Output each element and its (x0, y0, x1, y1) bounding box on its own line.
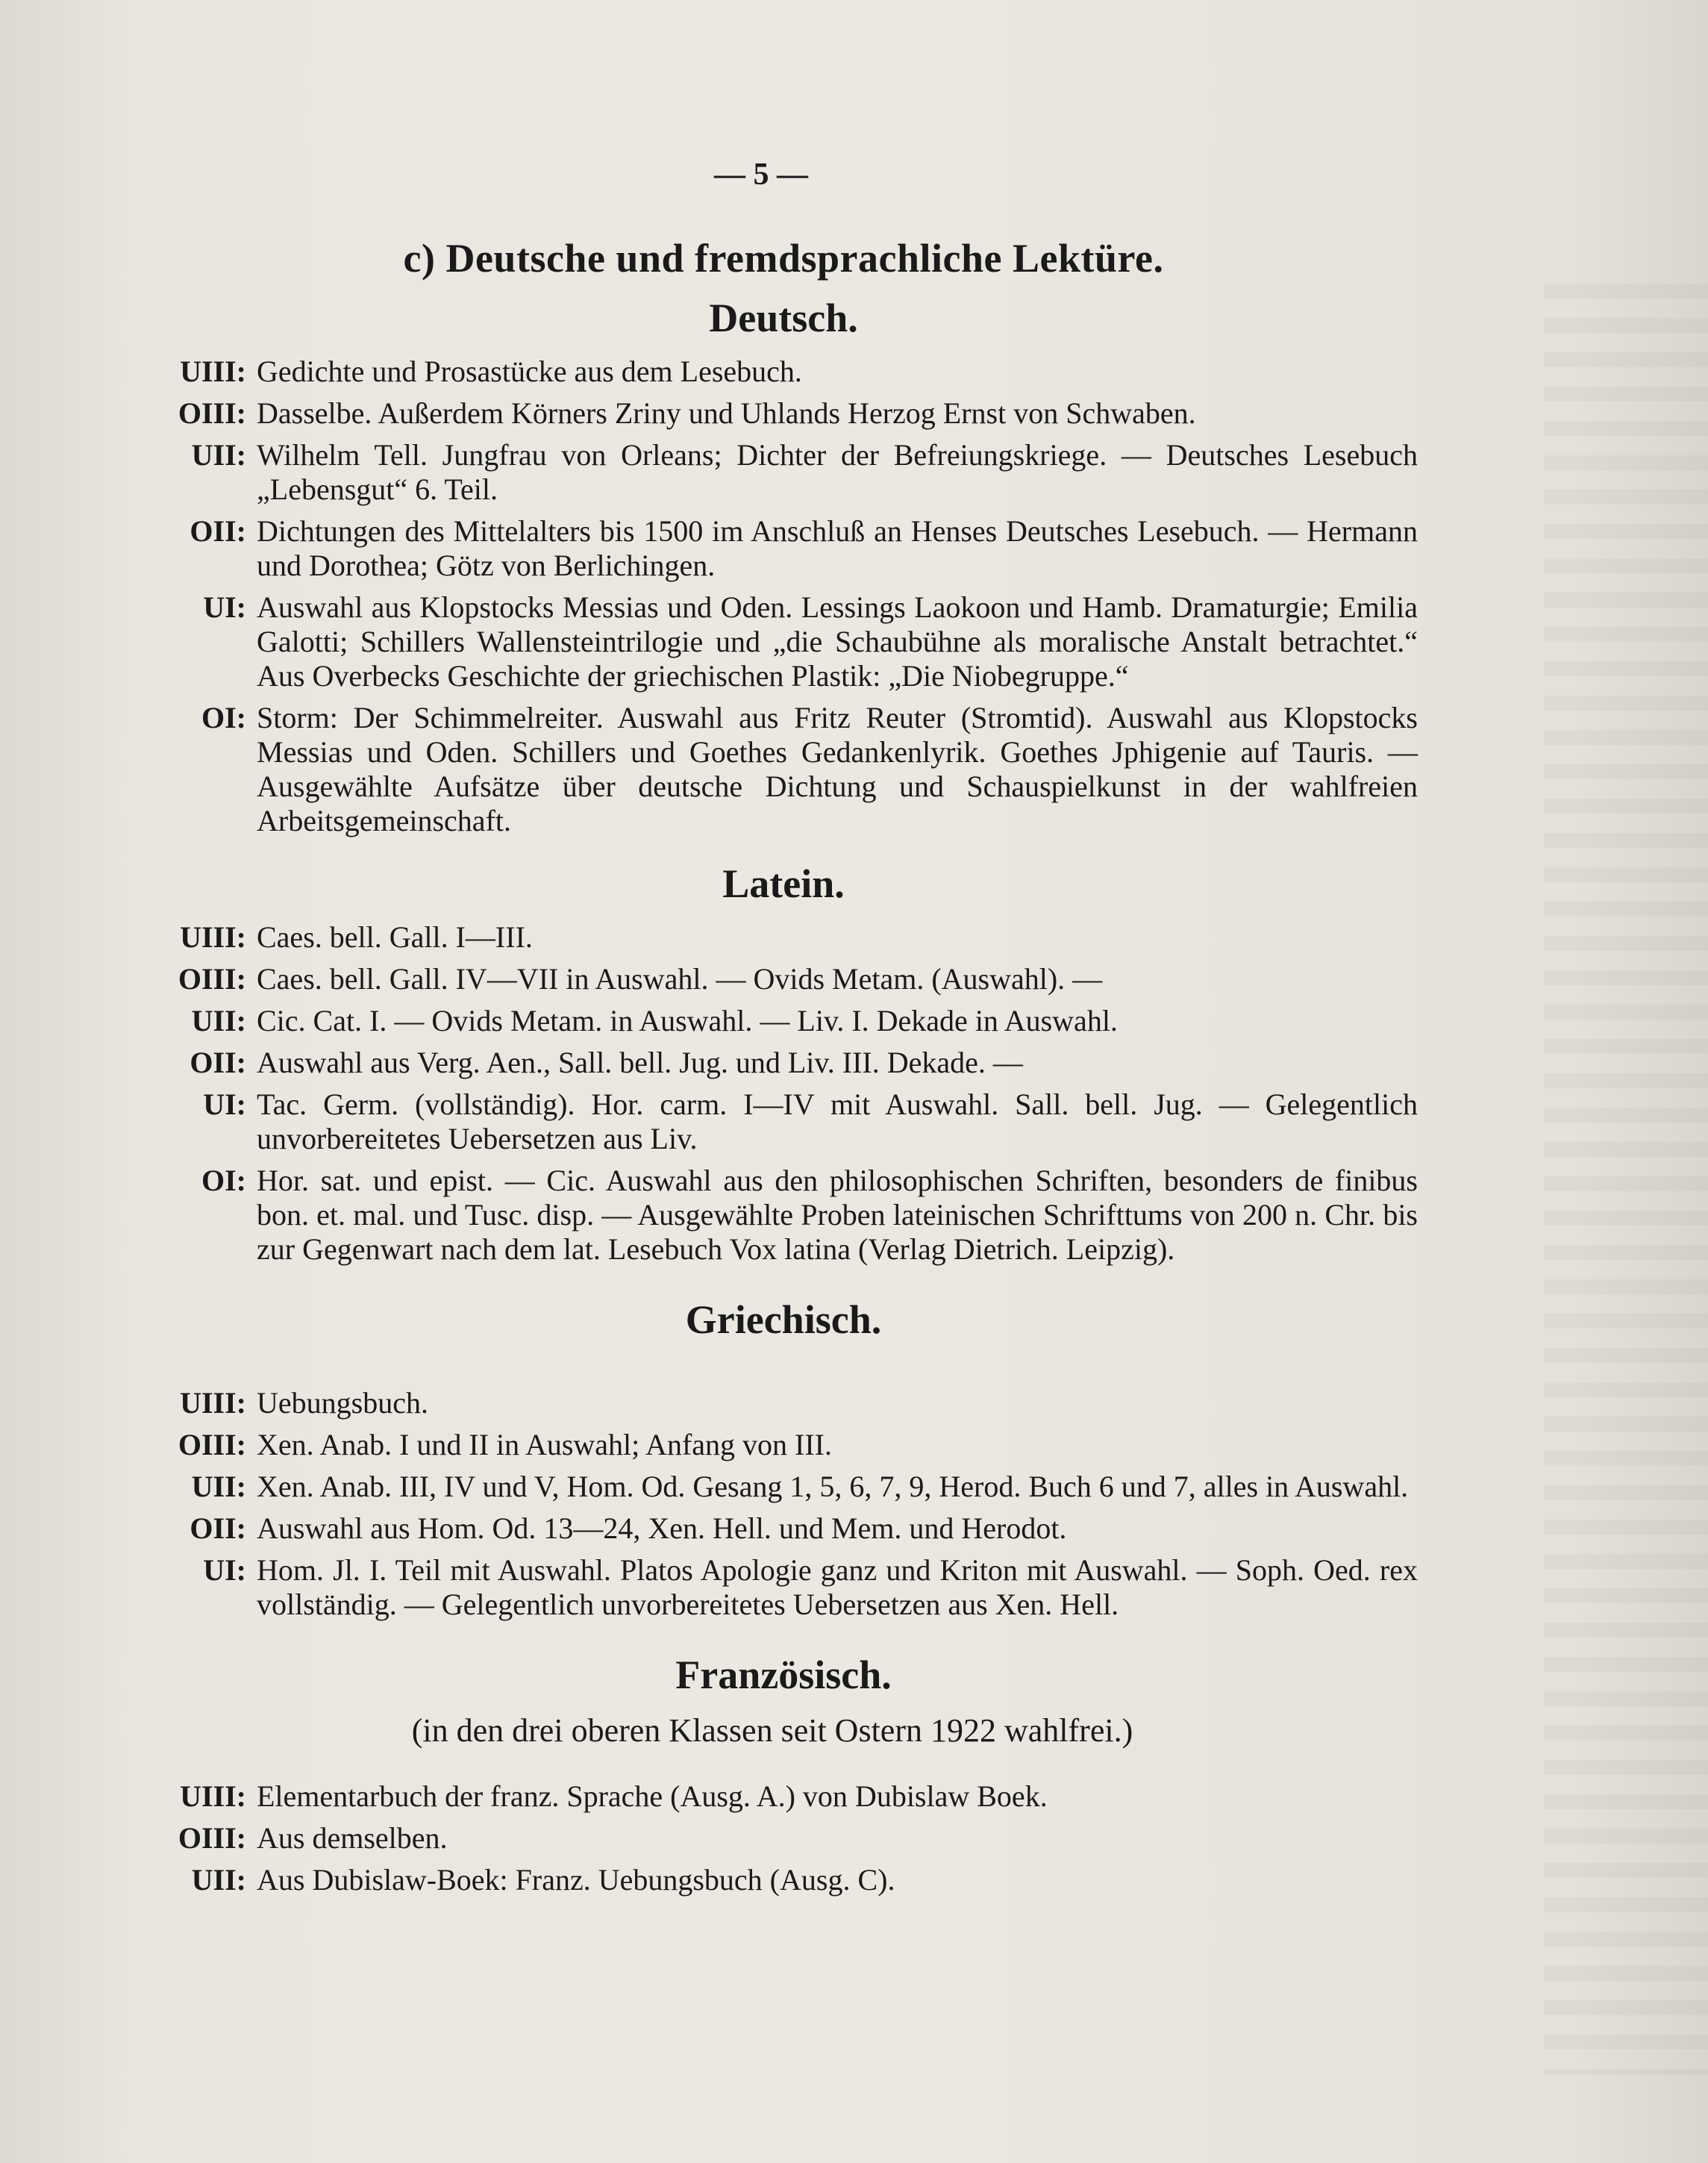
section-title-griechisch: Griechisch. (685, 1297, 882, 1342)
section-latein (149, 920, 1418, 1267)
bleed-through-shadow (1544, 284, 1708, 2075)
list-item (149, 1779, 1418, 1814)
page-content (149, 157, 1418, 1905)
entry-text: Auswahl aus Verg. Aen., Sall. bell. Jug. und Liv. III. Dekade. — (257, 1046, 1023, 1079)
list-item (149, 1553, 1418, 1622)
class-label: UIII: (180, 1386, 246, 1420)
main-heading: c) Deutsche und fremdsprachliche Lektüre. (403, 236, 1164, 281)
list-item (149, 1004, 1418, 1038)
entry-text: Wilhelm Tell. Jungfrau von Orleans; Dichter der Befreiungskriege. — Deutsches Lesebuch „Lebensgut“ 6. Teil. (257, 438, 1418, 506)
entry-text: Xen. Anab. I und II in Auswahl; Anfang von III. (257, 1428, 832, 1461)
class-label: UIII: (180, 1779, 246, 1813)
list-item (149, 514, 1418, 583)
list-item (149, 438, 1418, 507)
entry-text: Uebungsbuch. (257, 1386, 428, 1420)
list-item (149, 590, 1418, 693)
entry-text: Caes. bell. Gall. I—III. (257, 920, 533, 954)
section-deutsch (149, 355, 1418, 838)
page-number: — 5 — (714, 157, 808, 192)
class-label: OII: (190, 1511, 246, 1545)
entry-text: Elementarbuch der franz. Sprache (Ausg. A.) von Dubislaw Boek. (257, 1779, 1048, 1813)
list-item (149, 1386, 1418, 1420)
entry-text: Dichtungen des Mittelalters bis 1500 im Anschluß an Henses Deutsches Lesebuch. — Hermann und Dorothea; Götz von Berlichingen. (257, 514, 1418, 582)
section-title-deutsch: Deutsch. (709, 296, 858, 340)
list-item (149, 1428, 1418, 1462)
list-item (149, 396, 1418, 431)
class-label: OIII: (178, 1821, 246, 1855)
list-item (149, 1821, 1418, 1855)
spacer (149, 1356, 1418, 1386)
entry-text: Dasselbe. Außerdem Körners Zriny und Uhlands Herzog Ernst von Schwaben. (257, 396, 1196, 430)
list-item (149, 1470, 1418, 1504)
list-item (149, 1087, 1418, 1156)
entry-text: Storm: Der Schimmelreiter. Auswahl aus Fritz Reuter (Stromtid). Auswahl aus Klopstocks Messias und Oden. Schillers und Goethes Gedankenlyrik. Goethes Jphigenie auf Tauris. — Ausgewählte Aufsätze über deutsche Dichtung und Schauspielkunst in der wahlfreien Arbeitsgemeinschaft. (257, 701, 1418, 837)
list-item (149, 1511, 1418, 1546)
class-label: UII: (191, 1863, 246, 1897)
class-label: OI: (201, 701, 246, 734)
entry-text: Tac. Germ. (vollständig). Hor. carm. I—IV mit Auswahl. Sall. bell. Jug. — Gelegentlich unvorbereitetes Uebersetzen aus Liv. (257, 1087, 1418, 1155)
list-item (149, 1164, 1418, 1267)
entry-text: Caes. bell. Gall. IV—VII in Auswahl. — Ovids Metam. (Auswahl). — (257, 962, 1103, 996)
class-label: UI: (203, 590, 246, 624)
list-item (149, 355, 1418, 389)
entry-text: Xen. Anab. III, IV und V, Hom. Od. Gesang 1, 5, 6, 7, 9, Herod. Buch 6 und 7, alles in Auswahl. (257, 1470, 1409, 1503)
entry-text: Aus demselben. (257, 1821, 448, 1855)
entry-text: Aus Dubislaw-Boek: Franz. Uebungsbuch (Ausg. C). (257, 1863, 895, 1897)
section-subtitle-franzoesisch: (in den drei oberen Klassen seit Ostern 1922 wahlfrei.) (411, 1712, 1133, 1749)
list-item (149, 920, 1418, 955)
class-label: UI: (203, 1553, 246, 1587)
class-label: OII: (190, 1046, 246, 1079)
class-label: OIII: (178, 396, 246, 430)
list-item (149, 962, 1418, 996)
class-label: OIII: (178, 1428, 246, 1461)
class-label: UII: (191, 1004, 246, 1037)
list-item (149, 1863, 1418, 1897)
section-franzoesisch (149, 1779, 1418, 1897)
class-label: UIII: (180, 355, 246, 388)
list-item (149, 1046, 1418, 1080)
entry-text: Auswahl aus Klopstocks Messias und Oden. Lessings Laokoon und Hamb. Dramaturgie; Emilia Galotti; Schillers Wallensteintrilogie und „die Schaubühne als moralische Anstalt betrachtet.“ Aus Overbecks Geschichte der griechischen Plastik: „Die Niobegruppe.“ (257, 590, 1418, 693)
class-label: OI: (201, 1164, 246, 1197)
entry-text: Gedichte und Prosastücke aus dem Lesebuch. (257, 355, 802, 388)
entry-text: Hom. Jl. I. Teil mit Auswahl. Platos Apologie ganz und Kriton mit Auswahl. — Soph. Oed. rex vollständig. — Gelegentlich unvorbereitetes Uebersetzen aus Xen. Hell. (257, 1553, 1418, 1621)
list-item (149, 701, 1418, 838)
section-title-franzoesisch: Französisch. (675, 1652, 892, 1697)
entry-text: Cic. Cat. I. — Ovids Metam. in Auswahl. — Liv. I. Dekade in Auswahl. (257, 1004, 1118, 1037)
section-griechisch (149, 1386, 1418, 1622)
class-label: UI: (203, 1087, 246, 1121)
class-label: UII: (191, 438, 246, 472)
entry-text: Hor. sat. und epist. — Cic. Auswahl aus den philosophischen Schriften, besonders de finibus bon. et. mal. und Tusc. disp. — Ausgewählte Proben lateinischen Schrifttums von 200 n. Chr. bis zur Gegenwart nach dem lat. Lesebuch Vox latina (Verlag Dietrich. Leipzig). (257, 1164, 1418, 1266)
class-label: UIII: (180, 920, 246, 954)
section-title-latein: Latein. (722, 861, 845, 906)
class-label: OII: (190, 514, 246, 548)
class-label: UII: (191, 1470, 246, 1503)
entry-text: Auswahl aus Hom. Od. 13—24, Xen. Hell. und Mem. und Herodot. (257, 1511, 1067, 1545)
class-label: OIII: (178, 962, 246, 996)
